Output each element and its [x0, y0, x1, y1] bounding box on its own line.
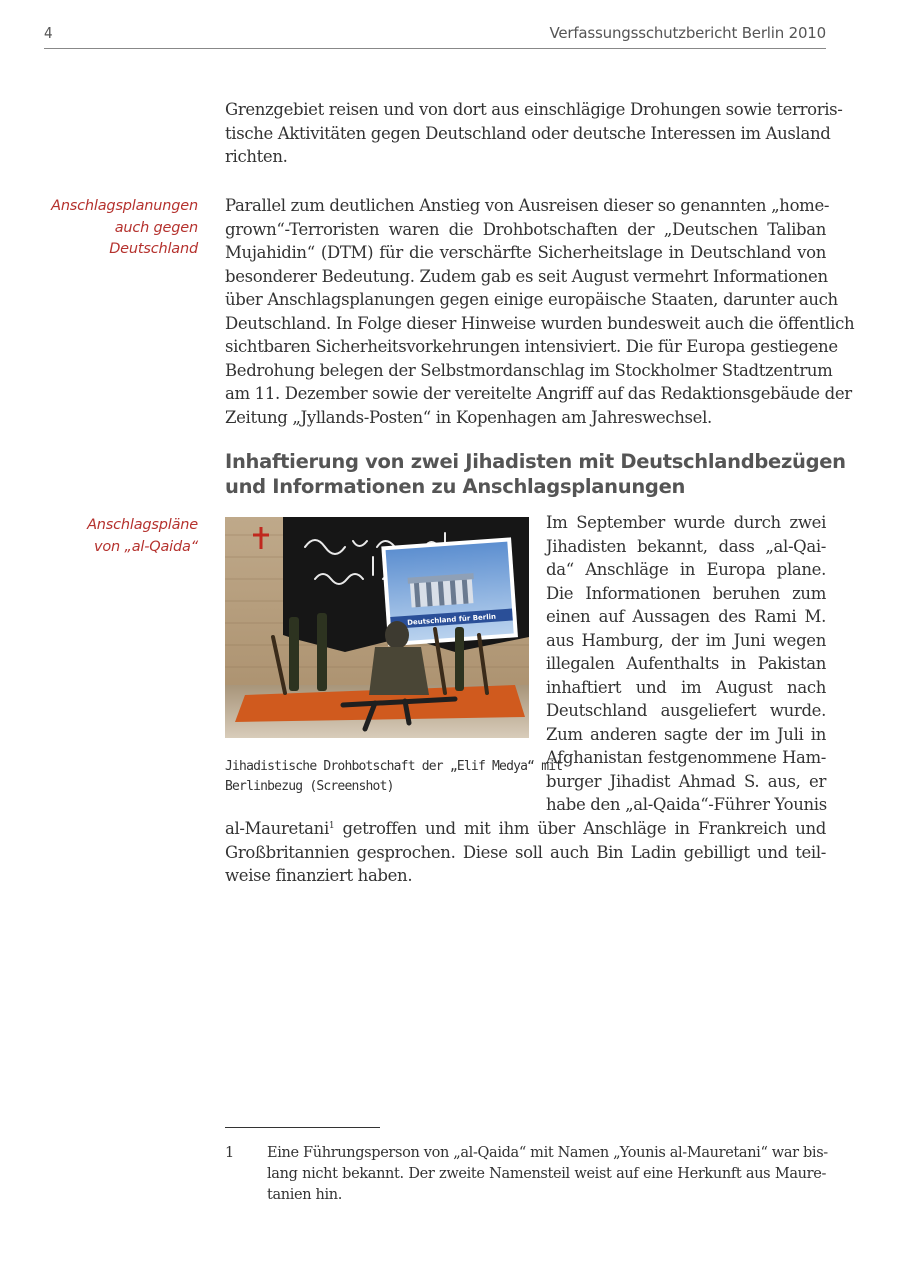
text-line: richten. [225, 147, 288, 166]
page-number: 4 [44, 24, 53, 42]
text-line: Zum anderen sagte der im Juli in [546, 724, 826, 744]
footnote-line: lang nicht bekannt. Der zweite Namensteil weist auf eine Herkunft aus Maure- [267, 1166, 826, 1182]
text-line: Mujahidin“ (DTM) für die verschärfte Sicherheitslage in Deutschland von [225, 243, 826, 262]
text-line: Bedrohung belegen der Selbstmordanschlag im Stockholmer Stadtzentrum [225, 360, 833, 380]
text-line: Grenzgebiet reisen und von dort aus einschlägige Drohungen sowie terroris- [225, 100, 843, 119]
text-line: Zeitung „Jyllands-Posten“ in Kopenhagen am Jahreswechsel. [225, 407, 712, 427]
text-line: am 11. Dezember sowie der vereitelte Angriff auf das Redaktionsgebäude der [225, 384, 852, 403]
heading-line: und Informationen zu Anschlagsplanungen [225, 475, 686, 498]
paragraph-homegrown-terrorists [225, 194, 855, 429]
text-line [225, 817, 826, 841]
text-line: Jihadisten bekannt, dass „al-Qai- [546, 536, 826, 556]
text-line: weise finanziert haben. [225, 866, 413, 885]
text-line: Die Informationen beruhen zum [546, 583, 826, 603]
caption-line: Berlinbezug (Screenshot) [225, 779, 394, 794]
margin-note-line: Anschlagsplanungen [51, 198, 198, 214]
margin-note-line: Anschlagspläne [87, 517, 198, 533]
heading-line: Inhaftierung von zwei Jihadisten mit Deutschlandbezügen [225, 450, 846, 473]
footnote-line: tanien hin. [267, 1187, 343, 1203]
running-header-title: Verfassungsschutzbericht Berlin 2010 [549, 24, 826, 42]
text-line: aus Hamburg, der im Juni wegen [546, 630, 826, 650]
text-line: inhaftiert und im August nach [546, 677, 826, 697]
text-line: tische Aktivitäten gegen Deutschland oder deutsche Interessen im Ausland [225, 123, 831, 143]
text-line: sichtbaren Sicherheitsvorkehrungen intensiviert. Die für Europa gestiegene [225, 337, 838, 356]
screenshot-sign-text: Deutschland für Berlin [406, 612, 497, 627]
section-heading [225, 449, 846, 499]
margin-note-line: von „al-Qaida“ [93, 538, 198, 555]
text-line: Im September wurde durch zwei [546, 513, 826, 532]
intro-paragraph [225, 98, 843, 169]
photo-caption [225, 757, 563, 797]
text-line: Deutschland. In Folge dieser Hinweise wurden bundesweit auch die öffentlich [225, 313, 855, 333]
footnote-rule [225, 1127, 380, 1128]
footnote-number: 1 [225, 1145, 235, 1161]
margin-note-al-qaida-plans [28, 515, 198, 558]
paragraph-arrests-column [546, 511, 826, 817]
text-line: burger Jihadist Ahmad S. aus, er [546, 771, 826, 791]
margin-note-attack-planning [28, 196, 198, 261]
text-line: Großbritannien gesprochen. Diese soll auch Bin Ladin gebilligt und teil- [225, 842, 826, 862]
text-segment: al-Mauretani [225, 819, 329, 838]
text-line: illegalen Aufenthalts in Pakistan [546, 654, 826, 673]
text-line: einen auf Aussagen des Rami M. [546, 607, 826, 626]
footnote-reference[interactable]: 1 [328, 821, 335, 831]
text-line: über Anschlagsplanungen gegen einige europäische Staaten, darunter auch [225, 290, 838, 309]
footnote-line: Eine Führungsperson von „al-Qaida“ mit Namen „Younis al-Mauretani“ war bis- [267, 1145, 828, 1161]
header-rule [44, 48, 826, 49]
paragraph-arrests-continuation [225, 817, 826, 888]
text-line: habe den „al-Qaida“-Führer Younis [546, 795, 827, 814]
footnote-text [267, 1143, 826, 1206]
text-line: grown“-Terroristen waren die Drohbotschaften der „Deutschen Taliban [225, 219, 826, 239]
screenshot-illustration [225, 517, 529, 738]
text-line: Deutschland ausgeliefert wurde. [546, 701, 826, 720]
text-line: Afghanistan festgenommene Ham- [546, 748, 826, 767]
caption-line: Jihadistische Drohbotschaft der „Elif Medya“ mit [225, 759, 563, 774]
text-line: Parallel zum deutlichen Anstieg von Ausreisen dieser so genannten „home- [225, 196, 830, 215]
jihadist-video-screenshot [225, 517, 529, 738]
margin-note-line: auch gegen [114, 219, 198, 236]
margin-note-line: Deutschland [109, 241, 198, 257]
text-segment: getroffen und mit ihm über Anschläge in Frankreich und [334, 819, 826, 838]
text-line: da“ Anschläge in Europa plane. [546, 560, 826, 579]
text-line: besonderer Bedeutung. Zudem gab es seit August vermehrt Informationen [225, 266, 828, 286]
